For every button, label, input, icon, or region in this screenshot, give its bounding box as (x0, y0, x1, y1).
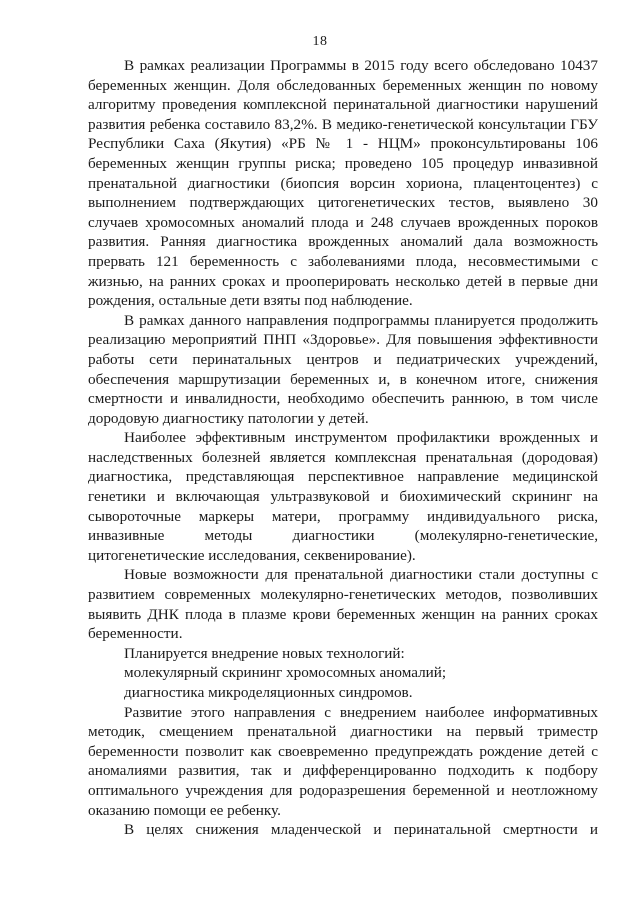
paragraph-program-results: В рамках реализации Программы в 2015 году всего обследовано 10437 беременных женщин. Доля обследованных беременных женщин по новому алгоритму проведения комплексной перинатальной диагностики нарушений развития ребенка составило 83,2%. В медико-генетической консультации ГБУ Республики Саха (Якутия) «РБ № 1 - НЦМ» проконсультированы 106 беременных женщин группы риска; проведено 105 процедур инвазивной пренатальной диагностики (биопсия ворсин хориона, плацентоцентез) с выполнением подтверждающих цитогенетических тестов, выявлено 30 случаев хромосомных аномалий плода и 248 случаев врожденных пороков развития. Ранняя диагностика врожденных аномалий дала возможность прервать 121 беременность с заболеваниями плода, несовместимыми с жизнью, на ранних сроках и прооперировать несколько детей в первые дни рождения, остальные дети взяты под наблюдение. (88, 57, 598, 310)
paragraph-development-direction: Развитие этого направления с внедрением наиболее информативных методик, смещением пренатальной диагностики на первый триместр беременности позволит как своевременно предупреждать рождение детей с аномалиями развития, так и дифференцированно подходить к подбору оптимального учреждения для родоразрешения беременной и неотложному оказанию помощи ее ребенку. (88, 703, 598, 819)
list-item-molecular-screening: молекулярный скрининг хромосомных аномалий; (124, 664, 447, 682)
page-number: 18 (312, 34, 328, 49)
paragraph-new-possibilities: Новые возможности для пренатальной диагностики стали доступны с развитием современных молекулярно-генетических методов, позволивших выявить ДНК плода в плазме крови беременных женщин на ранних сроках беременности. (88, 566, 598, 643)
list-item-microdeletion-diagnostics: диагностика микроделяционных синдромов. (124, 684, 413, 701)
paragraph-planned-technologies: Планируется внедрение новых технологий: (124, 644, 405, 662)
paragraph-prenatal-diagnostics: Наиболее эффективным инструментом профилактики врожденных и наследственных болезней является комплексная пренатальная (дородовая) диагностика, представляющая перспективное направление медицинской генетики и включающая ультразвуковой и биохимический скрининг на сывороточные маркеры матери, программу индивидуального риска, инвазивные методы диагностики (молекулярно-генетические, цитогенетические исследования, секвенирование). (88, 429, 598, 564)
document-body (88, 56, 598, 840)
paragraph-mortality-reduction: В целях снижения младенческой и перинатальной смертности и (124, 821, 598, 839)
paragraph-subprogram-direction: В рамках данного направления подпрограммы планируется продолжить реализацию мероприятий ПНП «Здоровье». Для повышения эффективности работы сети перинатальных центров и педиатрических учреждений, обеспечения маршрутизации беременных и, в конечном итоге, снижения смертности и инвалидности, необходимо обеспечить раннюю, в том числе дородовую диагностику патологии у детей. (88, 311, 598, 427)
